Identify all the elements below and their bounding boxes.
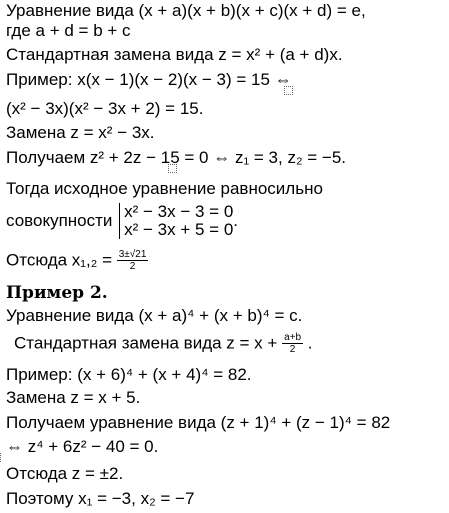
denominator: 2 — [129, 261, 136, 272]
line-12 — [6, 307, 302, 325]
line-4 — [6, 71, 293, 89]
equation-system — [119, 203, 233, 239]
line-8 — [6, 180, 323, 198]
fraction — [282, 332, 303, 355]
numerator: 3±√21 — [118, 249, 147, 260]
line-3 — [6, 46, 343, 64]
text: Отсюда z = ±2. — [6, 464, 124, 483]
line-13: Стандартная замена вида z = x + $\frac{a+b}{2}$ . — [14, 332, 313, 355]
line-5 — [6, 100, 203, 118]
placeholder-box-icon — [284, 86, 293, 95]
line-6 — [6, 124, 155, 142]
line-7 — [6, 148, 347, 167]
line-19 — [6, 490, 194, 508]
system-eq-1: x² − 3x − 3 = 0 — [124, 202, 234, 221]
denominator: 2 — [289, 344, 296, 355]
line-15 — [6, 389, 140, 407]
text: совокупности — [6, 211, 113, 230]
text: Стандартная замена вида z = x + — [14, 333, 278, 353]
text: ⇔ z⁴ + 6z² − 40 = 0. — [6, 437, 159, 456]
text: где a + d = b + c — [6, 21, 131, 40]
text: Замена z = x² − 3x. — [6, 123, 155, 142]
text: Уравнение вида (x + a)(x + b)(x + c)(x + d) = e, — [6, 1, 366, 20]
text: (x² − 3x)(x² − 3x + 2) = 15. — [6, 99, 204, 118]
text: Пример: (x + 6)⁴ + (x + 4)⁴ = 82. — [6, 365, 252, 384]
line-1 — [6, 2, 366, 20]
text: Отсюда x₁,₂ = — [6, 250, 113, 270]
line-9: совокупности x² − 3x − 3 = 0 x² − 3x + 5 = 0 . — [6, 202, 239, 239]
line-10 — [6, 249, 148, 272]
placeholder-box-icon — [0, 453, 1, 462]
line-2 — [6, 22, 131, 40]
text: Тогда исходное уравнение равносильно — [6, 179, 323, 198]
text: Стандартная замена вида z = x² + (a + d)x. — [6, 45, 343, 64]
line-14 — [6, 366, 252, 384]
text: Получаем уравнение вида (z + 1)⁴ + (z − 1)⁴ = 82 — [6, 413, 391, 432]
text: Замена z = x + 5. — [6, 388, 141, 407]
system-eq-2: x² − 3x + 5 = 0 — [124, 220, 234, 239]
line-18 — [6, 465, 123, 483]
example-2-heading — [6, 284, 108, 302]
text: Уравнение вида (x + a)⁴ + (x + b)⁴ = c. — [6, 306, 303, 325]
numerator: a+b — [284, 332, 302, 343]
text: Пример: x(x − 1)(x − 2)(x − 3) = 15 ⇔ — [6, 70, 292, 89]
fraction — [117, 249, 149, 272]
line-16 — [6, 414, 390, 432]
text: Поэтому x₁ = −3, x₂ = −7 — [6, 489, 195, 508]
text: Получаем z² + 2z − 15 = 0 ⇔ z₁ = 3, z₂ = −5. — [6, 148, 347, 167]
text: Пример 2. — [6, 283, 108, 303]
placeholder-box-icon — [168, 164, 177, 173]
